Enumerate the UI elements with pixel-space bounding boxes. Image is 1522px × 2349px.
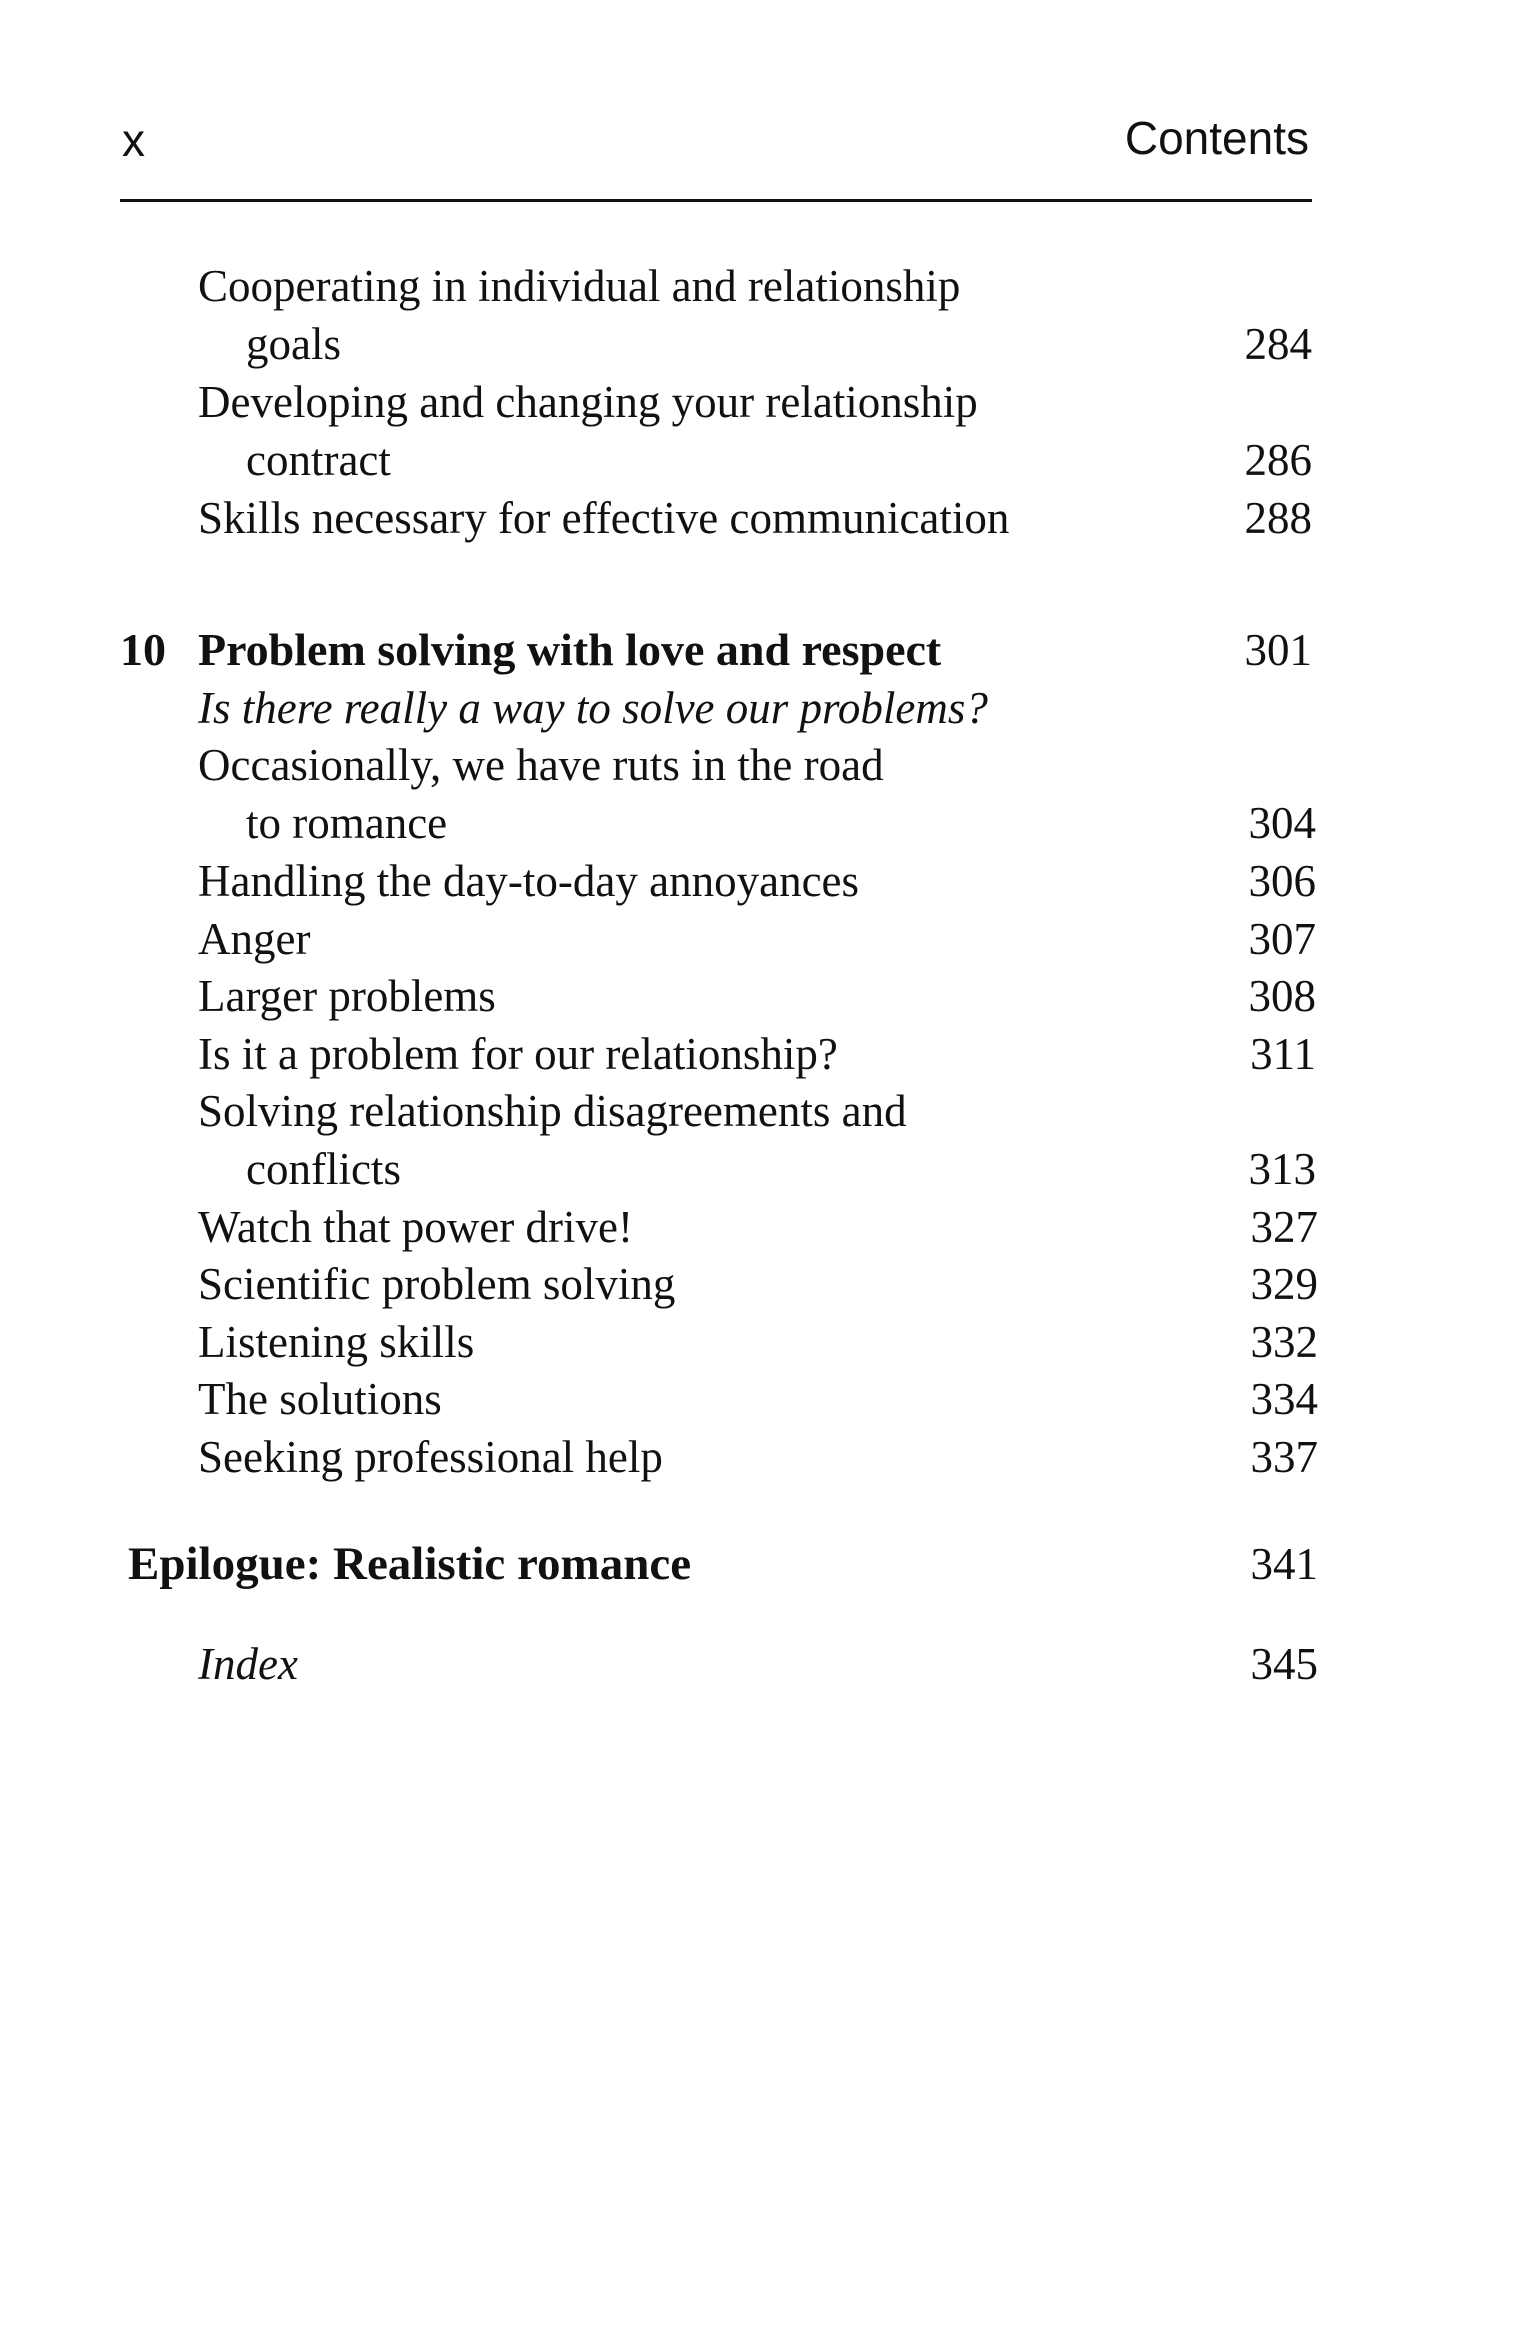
toc-entry-title-continued[interactable]: goals (246, 319, 341, 369)
index-title[interactable]: Index (198, 1639, 298, 1689)
running-title: Contents (1124, 112, 1309, 164)
chapter-title[interactable]: Problem solving with love and respect (198, 624, 942, 675)
toc-entry-title-continued[interactable]: conflicts (246, 1144, 401, 1194)
index-page[interactable]: 345 (1250, 1639, 1318, 1689)
page-number: x (122, 114, 145, 166)
chapter-subtitle: Is there really a way to solve our problems? (198, 683, 988, 733)
toc-entry-title[interactable]: Cooperating in individual and relationship (198, 261, 961, 311)
toc-entry-title-continued[interactable]: to romance (246, 798, 448, 848)
header-rule (120, 199, 1312, 202)
toc-entry-page[interactable]: 337 (1250, 1432, 1318, 1482)
toc-entry-title[interactable]: Developing and changing your relationship (198, 377, 978, 427)
toc-entry-title-continued[interactable]: contract (246, 435, 391, 485)
toc-entry-page[interactable]: 288 (1244, 493, 1312, 543)
toc-entry-title[interactable]: The solutions (198, 1374, 442, 1424)
toc-entry-page[interactable]: 284 (1244, 319, 1312, 369)
chapter-page[interactable]: 301 (1244, 625, 1312, 675)
toc-entry-title[interactable]: Seeking professional help (198, 1432, 663, 1482)
toc-entry-page[interactable]: 304 (1248, 798, 1316, 848)
toc-entry-title[interactable]: Listening skills (198, 1317, 475, 1367)
toc-entry-title[interactable]: Larger problems (198, 971, 496, 1021)
toc-entry-title[interactable]: Watch that power drive! (198, 1202, 633, 1252)
toc-entry-page[interactable]: 307 (1248, 914, 1316, 964)
toc-entry-title[interactable]: Occasionally, we have ruts in the road (198, 740, 884, 790)
toc-entry-page[interactable]: 334 (1250, 1374, 1318, 1424)
toc-entry-page[interactable]: 313 (1248, 1144, 1316, 1194)
toc-entry-page[interactable]: 308 (1248, 971, 1316, 1021)
toc-entry-title[interactable]: Solving relationship disagreements and (198, 1086, 907, 1136)
toc-entry-page[interactable]: 327 (1250, 1202, 1318, 1252)
toc-entry-page[interactable]: 306 (1248, 856, 1316, 906)
chapter-number: 10 (120, 624, 166, 675)
toc-entry-page[interactable]: 329 (1250, 1259, 1318, 1309)
epilogue-title[interactable]: Epilogue: Realistic romance (128, 1538, 692, 1590)
toc-entry-title[interactable]: Handling the day-to-day annoyances (198, 856, 860, 906)
toc-entry-page[interactable]: 332 (1250, 1317, 1318, 1367)
toc-entry-title[interactable]: Is it a problem for our relationship? (198, 1029, 838, 1079)
toc-entry-title[interactable]: Skills necessary for effective communication (198, 493, 1010, 543)
toc-entry-title[interactable]: Anger (198, 914, 311, 964)
toc-entry-title[interactable]: Scientific problem solving (198, 1259, 676, 1309)
toc-entry-page[interactable]: 286 (1244, 435, 1312, 485)
toc-entry-page[interactable]: 311 (1250, 1029, 1316, 1079)
epilogue-page[interactable]: 341 (1250, 1539, 1318, 1589)
